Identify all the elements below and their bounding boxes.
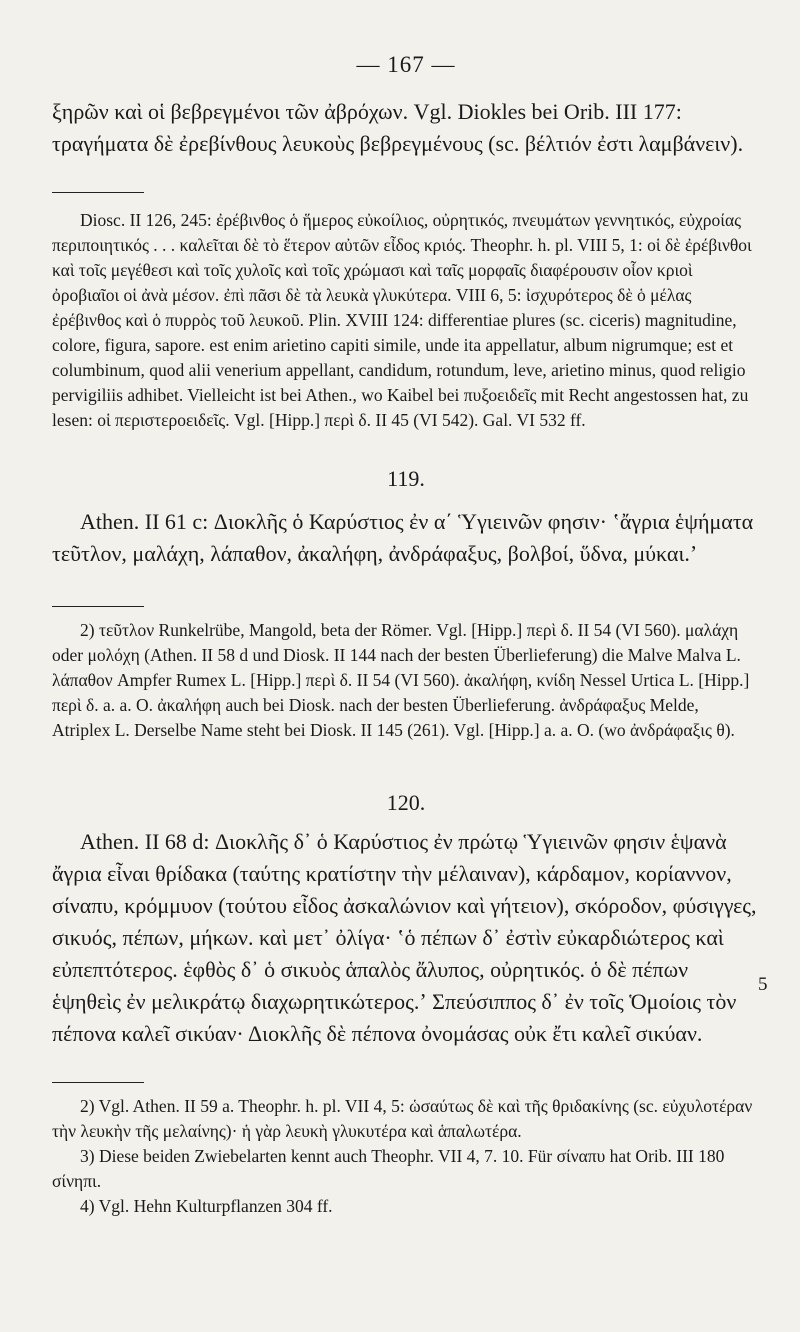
section-119-text xyxy=(52,506,760,570)
note-120-4: 4) Vgl. Hehn Kulturpflanzen 304 ff. xyxy=(80,1196,333,1216)
page-number: — 167 — xyxy=(356,52,456,77)
note-120 xyxy=(52,1094,760,1219)
page xyxy=(52,0,760,1332)
note-119 xyxy=(52,618,760,743)
top-paragraph: ξηρῶν καὶ οἱ βεβρεγμένοι τῶν ἀβρόχων. Vgl. Diokles bei Orib. III 177: τραγήματα δὲ ἐρεβίνθους λευκοὺς βεβρεγμένους (sc. βέλτιόν ἐστι λαμβάνειν). xyxy=(52,99,744,156)
note-120-3: 3) Diese beiden Zwiebelarten kennt auch Theophr. VII 4, 7. 10. Für σίναπυ hat Orib. III 180 σίνηπι. xyxy=(52,1146,725,1191)
note-a-text: Diosc. II 126, 245: ἐρέβινθος ὁ ἥμερος εὐκοίλιος, οὐρητικός, πνευμάτων γεννητικός, εὐχροίας περιποιητικός . . . καλεῖται δὲ τὸ ἕτερον αὐτῶν εἶδος κριός. Theophr. h. pl. VIII 5, 1: οἱ δὲ ἐρέβινθοι καὶ τοῖς μεγέθεσι καὶ τοῖς χυλοῖς καὶ τοῖς χρώμασι καὶ ταῖς μορφαῖς διαφέρουσιν οἷον κριοὶ ὀροβιαῖοι οἱ ἀνὰ μέσον. ἐπὶ πᾶσι δὲ τὰ λευκὰ γλυκύτερα. VIII 6, 5: ἰσχυρότερος δὲ ὁ μέλας ἐρέβινθος καὶ ὁ πυρρὸς τοῦ λευκοῦ. Plin. XVIII 124: differentiae plures (sc. ciceris) magnitudine, colore, figura, sapore. est enim arietino capiti simile, unde ita appellatur, album nigrumque; est et columbinum, quod alii venerium appellant, candidum, rotundum, leve, arietino minus, quod religio pervigiliis adhibet. Vielleicht ist bei Athen., wo Kaibel bei πυξοειδεῖς mit Recht angestossen hat, zu lesen: οἱ περιστεροειδεῖς. Vgl. [Hipp.] περὶ δ. II 45 (VI 542). Gal. VI 532 ff. xyxy=(52,210,752,430)
section-120-text xyxy=(52,826,760,1050)
footnote-rule-120 xyxy=(52,1082,144,1083)
note-a xyxy=(52,208,760,433)
section-119-heading: 119. xyxy=(387,466,425,491)
section-120-paragraph: Athen. II 68 d: Διοκλῆς δ᾽ ὁ Καρύστιος ἐν πρώτῳ Ὑγιεινῶν φησιν ἑψανὰ ἄγρια εἶναι θρίδακα (ταύτης κρατίστην τὴν μέλαιναν), κάρδαμον, κορίαννον, σίναπυ, κρόμμυον (τούτου εἶδος ἀσκαλώνιον καὶ γήτειον), σκόροδον, φύσιγγες, σικυός, πέπων, μήκων. καὶ μετ᾽ ὀλίγα· ʽὁ πέπων δ᾽ ἐστὶν εὐκαρδιώτερος καὶ εὐπεπτότερος. ἑφθὸς δ᾽ ὁ σικυὸς ἁπαλὸς ἄλυπος, οὐρητικός. ὁ δὲ πέπων ἑψηθεὶς ἐν μελικράτῳ διαχωρητικώτερος.ʼ Σπεύσιππος δ᾽ ἐν τοῖς Ὁμοίοις τὸν πέπονα καλεῖ σικύαν· Διοκλῆς δὲ πέπονα ὀνομάσας οὐκ ἔτι καλεῖ σικύαν. xyxy=(52,829,757,1046)
footnote-rule xyxy=(52,192,144,193)
margin-line-number: 5 xyxy=(758,974,768,995)
note-120-2: 2) Vgl. Athen. II 59 a. Theophr. h. pl. VII 4, 5: ὡσαύτως δὲ καὶ τῆς θριδακίνης (sc. εὐχυλοτέραν τὴν λευκὴν τῆς μελαίνης)· ἡ γὰρ λευκὴ γλυκυτέρα καὶ ἁπαλωτέρα. xyxy=(52,1096,753,1141)
footnote-rule-119 xyxy=(52,606,144,607)
top-block xyxy=(52,96,760,160)
section-119-paragraph: Athen. II 61 c: Διοκλῆς ὁ Καρύστιος ἐν α΄ Ὑγιεινῶν φησιν· ʽἄγρια ἑψήματα τεῦτλον, μαλάχη, λάπαθον, ἀκαλήφη, ἀνδράφαξυς, βολβοί, ὕδνα, μύκαι.ʼ xyxy=(52,509,754,566)
note-119-text: 2) τεῦτλον Runkelrübe, Mangold, beta der Römer. Vgl. [Hipp.] περὶ δ. II 54 (VI 560). μαλάχη oder μολόχη (Athen. II 58 d und Diosk. II 144 nach der besten Überlieferung) die Malve Malva L. λάπαθον Ampfer Rumex L. [Hipp.] περὶ δ. II 54 (VI 560). ἀκαλήφη, κνίδη Nessel Urtica L. [Hipp.] περὶ δ. a. a. O. ἀκαλήφη auch bei Diosk. nach der besten Überlieferung. ἀνδράφαξυς Melde, Atriplex L. Derselbe Name steht bei Diosk. II 145 (261). Vgl. [Hipp.] a. a. O. (wo ἀνδράφαξις θ). xyxy=(52,620,750,740)
section-120-heading: 120. xyxy=(386,790,426,815)
